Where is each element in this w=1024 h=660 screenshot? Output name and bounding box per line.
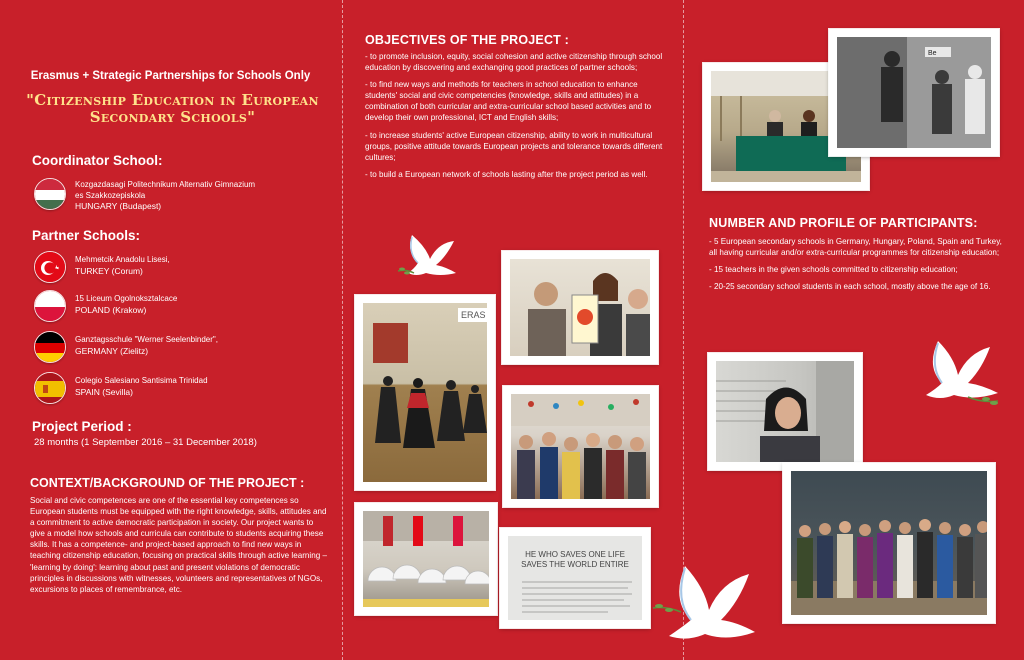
partner-country: SPAIN (Sevilla)	[75, 386, 133, 397]
participant-item: - 20-25 secondary school students in each school, mostly above the age of 16.	[709, 282, 991, 292]
objective-item: - to increase students' active European citizenship, ability to work in multicultural groups, positive attitude towards European projects and tolerance towards different cultures;	[365, 130, 663, 162]
partner-school	[34, 290, 334, 326]
dove-icon	[912, 337, 1008, 417]
dance-banner-text: ERAS	[461, 310, 486, 320]
historical-photo	[829, 29, 999, 156]
teacher-and-students-photo	[502, 251, 658, 364]
context-heading: CONTEXT/BACKGROUND OF THE PROJECT :	[30, 476, 305, 490]
coordinator-name-line1: Kozgazdasagi Politechnikum Alternativ Gimnazium	[75, 180, 256, 189]
program-name: Erasmus + Strategic Partnerships for Schools Only	[30, 70, 311, 82]
partner-name: Mehmetcik Anadolu Lisesi,	[75, 255, 170, 264]
partner-country: GERMANY (Zielitz)	[75, 345, 149, 356]
participants-list	[709, 236, 1004, 298]
poland-flag-icon	[34, 290, 66, 322]
memorial-visit-photo	[708, 353, 862, 470]
period-heading: Project Period :	[32, 419, 132, 434]
left-panel	[0, 0, 341, 660]
participant-item: - 15 teachers in the given schools committed to citizenship education;	[709, 265, 958, 275]
participants-heading: NUMBER AND PROFILE OF PARTICIPANTS:	[709, 216, 978, 230]
partner-name: 15 Liceum Ogolnoksztalcace	[75, 294, 178, 303]
objectives-list	[365, 51, 665, 186]
partner-school	[34, 372, 334, 408]
coordinator-name-line2: es Szakkozepiskola	[75, 190, 146, 200]
coordinator-country: HUNGARY (Budapest)	[75, 201, 162, 211]
station-sign-text: Be	[928, 50, 937, 57]
coordinator-school	[34, 178, 334, 214]
partner-name: Colegio Salesiano Santisima Trinidad	[75, 376, 208, 385]
project-title-line1: "Citizenship Education in European	[26, 91, 319, 109]
plaque-line1: HE WHO SAVES ONE LIFE	[525, 550, 625, 559]
umbrellas-event-photo	[355, 503, 497, 615]
coordinator-heading: Coordinator School:	[32, 153, 163, 168]
partner-country: TURKEY (Corum)	[75, 265, 143, 276]
objectives-heading: OBJECTIVES OF THE PROJECT :	[365, 33, 570, 47]
germany-flag-icon	[34, 331, 66, 363]
project-title	[20, 92, 325, 126]
objective-item: - to find new ways and methods for teachers in school education to enhance students' social and civic competencies (knowledge, skills and attitudes) in a combination of both curricular and extra-curricular school based activities and to develop their own professional, ICT and English skills;	[365, 80, 652, 123]
context-body: Social and civic competences are one of the essential key competences so European students must be equipped with the right knowledge, skills, attitudes and a commitment to active democratic participation in society. Our project wants to give a model how schools and curricula can contribute to students acquiring these skills. It has a competence- and project-based approach to find new ways in teaching citizenship education, focusing on practical skills through active learning – 'learning by doing': learning about past and present violations of democratic principles in discussions with witnesses, volunteers and representatives of NGOs, excursions to places of remembrance, etc.	[30, 496, 327, 594]
dance-performance-photo	[355, 295, 495, 490]
fold-line-left	[342, 0, 343, 660]
period-value: 28 months (1 September 2016 – 31 December 2018)	[34, 437, 257, 448]
objective-item: - to promote inclusion, equity, social cohesion and active citizenship through school education by discovering and exchanging good practices of partner schools;	[365, 52, 663, 73]
partner-school	[34, 331, 334, 367]
student-group-photo	[503, 386, 658, 507]
partner-country: POLAND (Krakow)	[75, 304, 147, 315]
dove-icon	[651, 560, 761, 660]
turkey-flag-icon	[34, 251, 66, 283]
participant-item: - 5 European secondary schools in Germany, Hungary, Poland, Spain and Turkey, all having curricular and/or extra-curricular programmes for citizenship education;	[709, 237, 1002, 258]
objective-item: - to build a European network of schools lasting after the project period as well.	[365, 169, 648, 179]
dove-icon	[396, 233, 466, 289]
hungary-flag-icon	[34, 178, 66, 210]
spain-flag-icon	[34, 372, 66, 404]
partners-heading: Partner Schools:	[32, 228, 141, 243]
participants-group-photo	[783, 463, 995, 623]
memorial-plaque-photo	[500, 528, 650, 628]
plaque-line2: SAVES THE WORLD ENTIRE	[521, 560, 629, 569]
partner-school	[34, 251, 334, 287]
partner-name: Ganztagsschule "Werner Seelenbinder",	[75, 335, 218, 344]
project-title-line2: Secondary Schools"	[89, 108, 256, 126]
